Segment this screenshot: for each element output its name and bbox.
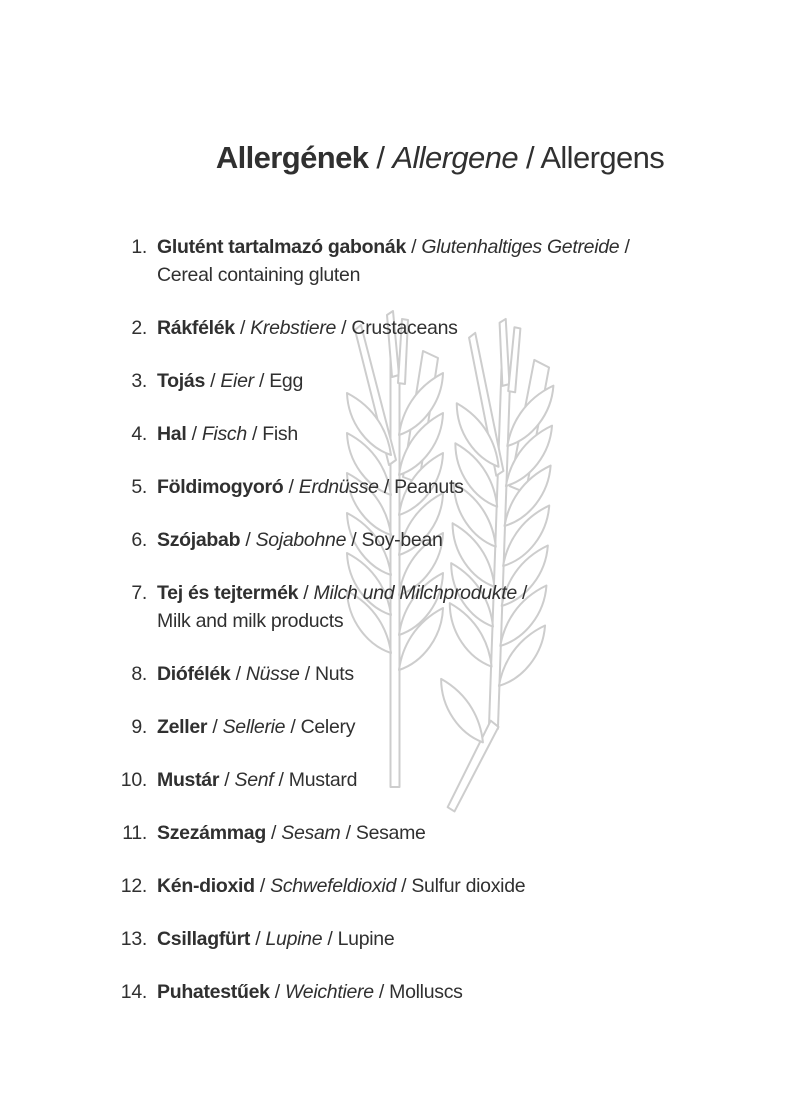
item-name-hungarian: Földimogyoró	[157, 476, 284, 498]
item-number: 5.	[131, 476, 147, 498]
item-text	[157, 473, 464, 501]
title-german: Allergene	[392, 140, 518, 175]
item-text	[157, 660, 354, 688]
item-name-english: Fish	[262, 423, 298, 445]
item-separator-1: /	[269, 981, 286, 1003]
item-number: 3.	[131, 370, 147, 392]
item-number: 10.	[120, 769, 147, 791]
item-name-english: Molluscs	[389, 981, 463, 1003]
allergen-list-item	[100, 526, 740, 554]
item-text	[157, 978, 463, 1006]
item-name-german: Sellerie	[222, 716, 286, 738]
item-name-english: Egg	[269, 370, 303, 392]
allergen-list-item	[100, 233, 740, 289]
item-name-hungarian: Puhatestűek	[157, 981, 270, 1003]
item-name-hungarian: Rákfélék	[157, 317, 235, 339]
item-name-german: Erdnüsse	[298, 476, 379, 498]
item-separator-2: /	[619, 236, 630, 258]
item-name-hungarian: Hal	[157, 423, 187, 445]
item-name-hungarian: Tej és tejtermék	[157, 582, 299, 604]
item-number: 1.	[131, 236, 147, 258]
item-text	[157, 579, 527, 635]
item-separator-1: /	[254, 875, 271, 897]
item-name-hungarian: Glutént tartalmazó gabonák	[157, 236, 406, 258]
item-separator-1: /	[234, 317, 251, 339]
item-separator-2: /	[253, 370, 270, 392]
item-name-english: Sulfur dioxide	[411, 875, 526, 897]
allergen-list-item	[100, 872, 740, 900]
item-separator-1: /	[406, 236, 422, 258]
title-english: Allergens	[540, 140, 665, 175]
allergen-list-item	[100, 978, 740, 1006]
allergen-list-item	[100, 713, 740, 741]
item-separator-1: /	[283, 476, 299, 498]
item-text	[157, 713, 355, 741]
item-name-hungarian: Szezámmag	[157, 822, 266, 844]
item-text	[157, 314, 458, 342]
item-name-german: Krebstiere	[250, 317, 337, 339]
item-name-german: Nüsse	[245, 663, 300, 685]
item-name-german: Eier	[220, 370, 254, 392]
item-name-hungarian: Csillagfürt	[157, 928, 251, 950]
item-number: 4.	[131, 423, 147, 445]
item-name-english: Sesame	[355, 822, 426, 844]
item-separator-2: /	[378, 476, 395, 498]
item-number: 2.	[131, 317, 147, 339]
item-separator-2: /	[340, 822, 356, 844]
item-name-hungarian: Kén-dioxid	[157, 875, 255, 897]
allergen-list-item	[100, 766, 740, 794]
item-separator-1: /	[240, 529, 256, 551]
item-separator-2: /	[373, 981, 390, 1003]
item-separator-1: /	[250, 928, 266, 950]
item-number: 13.	[120, 928, 147, 950]
item-name-english: Crustaceans	[351, 317, 458, 339]
item-separator-1: /	[207, 716, 223, 738]
allergen-list-item	[100, 819, 740, 847]
item-separator-1: /	[298, 582, 314, 604]
allergen-list-item	[100, 420, 740, 448]
item-text	[157, 233, 630, 289]
item-separator-1: /	[230, 663, 246, 685]
allergen-list-item	[100, 925, 740, 953]
item-name-english: Mustard	[288, 769, 358, 791]
item-name-german: Schwefeldioxid	[270, 875, 396, 897]
item-separator-1: /	[265, 822, 282, 844]
item-name-english: Nuts	[314, 663, 354, 685]
item-text	[157, 819, 426, 847]
item-name-english: Lupine	[337, 928, 395, 950]
item-name-hungarian: Tojás	[157, 370, 205, 392]
allergen-list-item	[100, 314, 740, 342]
item-name-german: Milch und Milchprodukte	[313, 582, 517, 604]
item-text	[157, 925, 394, 953]
item-text	[157, 526, 443, 554]
page-title	[80, 138, 800, 178]
item-name-german: Lupine	[265, 928, 323, 950]
item-name-english: Milk and milk products	[157, 610, 344, 632]
item-number: 7.	[131, 582, 147, 604]
item-separator-2: /	[246, 423, 263, 445]
item-name-english: Celery	[300, 716, 356, 738]
item-number: 14.	[120, 981, 147, 1003]
allergen-list-item	[100, 367, 740, 395]
item-separator-2: /	[336, 317, 352, 339]
item-separator-2: /	[346, 529, 362, 551]
item-separator-2: /	[299, 663, 315, 685]
item-separator-1: /	[204, 370, 221, 392]
item-separator-2: /	[516, 582, 528, 604]
item-text	[157, 367, 303, 395]
title-separator-1: /	[368, 140, 393, 175]
item-name-hungarian: Szójabab	[157, 529, 241, 551]
item-name-english: Soy-bean	[361, 529, 443, 551]
item-separator-2: /	[273, 769, 289, 791]
title-hungarian: Allergének	[215, 140, 369, 175]
allergen-list-item	[100, 473, 740, 501]
item-number: 9.	[131, 716, 147, 738]
item-name-german: Sesam	[281, 822, 341, 844]
title-separator-2: /	[517, 140, 541, 175]
item-separator-1: /	[219, 769, 235, 791]
item-name-hungarian: Mustár	[157, 769, 220, 791]
item-text	[157, 872, 525, 900]
item-name-german: Fisch	[201, 423, 247, 445]
allergen-list-item	[100, 660, 740, 688]
allergen-list-item	[100, 579, 740, 635]
item-name-german: Senf	[234, 769, 274, 791]
item-text	[157, 766, 357, 794]
item-name-english: Cereal containing gluten	[157, 264, 361, 286]
allergen-list	[100, 233, 740, 1031]
item-number: 12.	[120, 875, 147, 897]
item-separator-2: /	[395, 875, 412, 897]
item-text	[157, 420, 298, 448]
item-number: 11.	[122, 822, 147, 844]
item-name-hungarian: Zeller	[157, 716, 208, 738]
item-name-german: Glutenhaltiges Getreide	[421, 236, 620, 258]
item-name-hungarian: Diófélék	[157, 663, 231, 685]
item-name-english: Peanuts	[394, 476, 464, 498]
item-separator-2: /	[322, 928, 338, 950]
item-separator-1: /	[186, 423, 202, 445]
item-number: 8.	[131, 663, 147, 685]
item-number: 6.	[131, 529, 147, 551]
item-name-german: Sojabohne	[255, 529, 347, 551]
item-name-german: Weichtiere	[285, 981, 374, 1003]
item-separator-2: /	[285, 716, 301, 738]
